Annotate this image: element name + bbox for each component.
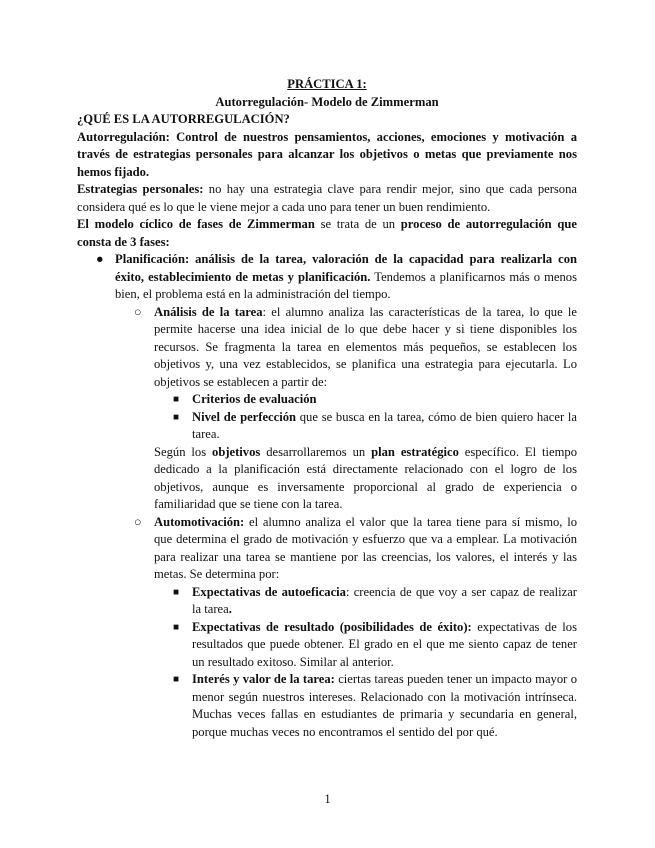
list-item-automotivacion: ○ Automotivación: el alumno analiza el valor que la tarea tiene para sí mismo, lo que determina el grado de motivación y esfuerzo que va a emplear. La motivación para realizar una tarea se mantiene por las creencias, los valores, el interés y las metas. Se determina por: bbox=[134, 514, 577, 581]
document-title: PRÁCTICA 1: bbox=[287, 77, 367, 91]
list-item-perfeccion: ■ Nivel de perfección que se busca en la tarea, cómo de bien quiero hacer la tarea. bbox=[173, 409, 577, 441]
bullet-circle-icon: ○ bbox=[134, 514, 142, 529]
bullet-square-icon: ■ bbox=[173, 394, 180, 405]
bullet-square-icon: ■ bbox=[173, 411, 180, 423]
list-item-interes: ■ Interés y valor de la tarea: ciertas tareas pueden tener un impacto mayor o menor según nuestros intereses. Relacionado con la motivación intrínseca. Muchas veces fallas en estudiantes de primaria y secundaria en general, porque muchas veces no encontramos el sentido del por qué. bbox=[173, 672, 577, 739]
list-item-planificacion: ● Planificación: análisis de la tarea, valoración de la capacidad para realizarla con éxito, establecimiento de metas y planificación. Tendemos a planificarnos más o menos bien, el problema está en la administración del tiempo. bbox=[96, 252, 577, 301]
list-item-analisis: ○ Análisis de la tarea: el alumno analiza las características de la tarea, lo que le permite hacerse una idea inicial de lo que debe hacer y si tiene disponibles los recursos. Se fragmenta la tarea en elementos más pequeños, se establecen los objetivos y, una vez establecidos, se planifica una estrategia para ejecutarla. Lo objetivos se establecen a partir de: bbox=[134, 304, 577, 389]
bullet-square-icon: ■ bbox=[173, 621, 180, 633]
bullet-square-icon: ■ bbox=[173, 674, 180, 685]
strategies-paragraph: Estrategias personales: no hay una estrategia clave para rendir mejor, sino que cada persona considera qué es lo que le viene mejor a cada uno para tener un buen rendimiento. bbox=[77, 182, 577, 214]
list-item-criterios: ■ Criterios de evaluación bbox=[77, 391, 577, 409]
definition-paragraph: Autorregulación: Control de nuestros pensamientos, acciones, emociones y motivación a través de estrategias personales para alcanzar los objetivos o metas que previamente nos hemos fijado. bbox=[77, 129, 577, 179]
model-paragraph: El modelo cíclico de fases de Zimmerman se trata de un proceso de autorregulación que consta de 3 fases: bbox=[77, 217, 577, 249]
bullet-circle-icon: ○ bbox=[134, 304, 142, 319]
document-body bbox=[77, 76, 577, 741]
list-item-resultado: ■ Expectativas de resultado (posibilidades de éxito): expectativas de los resultados que puede obtener. El grado en el que me siento capaz de tener un resultado exitoso. Similar al anterior. bbox=[173, 619, 577, 669]
bullet-square-icon: ■ bbox=[173, 586, 180, 598]
plan-paragraph: Según los objetivos desarrollaremos un plan estratégico específico. El tiempo dedicado a la planificación está directamente relacionado con el logro de los objetivos, aunque es inversamente proporcional al grado de experiencia o familiaridad que se tiene con la tarea. bbox=[154, 444, 578, 511]
list-item-autoeficacia: ■ Expectativas de autoeficacia: creencia de que voy a ser capaz de realizar la tarea. bbox=[173, 584, 578, 616]
document-subtitle: Autorregulación- Modelo de Zimmerman bbox=[215, 94, 439, 109]
page-number: 1 bbox=[324, 792, 331, 806]
bullet-dot-icon: ● bbox=[96, 252, 104, 266]
section-question: ¿QUÉ ES LA AUTORREGULACIÓN? bbox=[77, 112, 290, 126]
